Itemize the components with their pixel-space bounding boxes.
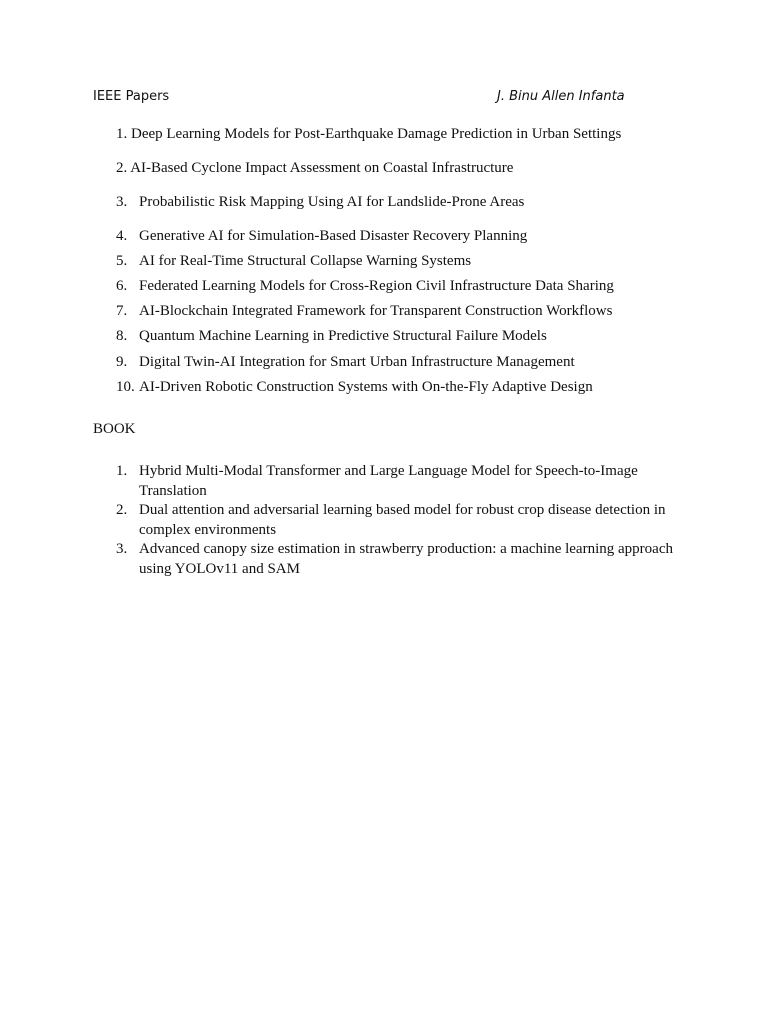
- item-title: Advanced canopy size estimation in strawberry production: a machine learning approach using YOLOv11 and SAM: [139, 541, 673, 577]
- header-author: J. Binu Allen Infanta: [497, 89, 625, 104]
- ieee-paper-2: [116, 158, 513, 178]
- item-title: Probabilistic Risk Mapping Using AI for Landslide-Prone Areas: [139, 194, 525, 210]
- item-title: AI for Real-Time Structural Collapse Warning Systems: [139, 253, 472, 269]
- item-title: Hybrid Multi-Modal Transformer and Large Language Model for Speech-to-Image Translation: [139, 463, 638, 499]
- item-number: 3.: [116, 194, 128, 210]
- item-title: Quantum Machine Learning in Predictive Structural Failure Models: [139, 328, 547, 344]
- item-number: 6.: [116, 278, 128, 294]
- item-number: 1.: [116, 463, 128, 479]
- item-number: 2.: [116, 160, 128, 176]
- item-number: 10.: [116, 379, 135, 395]
- ieee-paper-1: [116, 124, 621, 144]
- book-heading: BOOK: [93, 421, 136, 437]
- item-number: 4.: [116, 228, 128, 244]
- item-title: AI-Driven Robotic Construction Systems with On-the-Fly Adaptive Design: [139, 379, 593, 395]
- item-number: 2.: [116, 502, 128, 518]
- item-number: 7.: [116, 303, 128, 319]
- item-number: 5.: [116, 253, 128, 269]
- item-number: 8.: [116, 328, 128, 344]
- item-title: Generative AI for Simulation-Based Disaster Recovery Planning: [139, 228, 528, 244]
- item-number: 1.: [116, 126, 128, 142]
- item-number: 9.: [116, 354, 128, 370]
- item-title: Digital Twin-AI Integration for Smart Urban Infrastructure Management: [139, 354, 575, 370]
- item-title: AI-Blockchain Integrated Framework for Transparent Construction Workflows: [139, 303, 613, 319]
- item-title: Dual attention and adversarial learning based model for robust crop disease detection in complex environments: [139, 502, 666, 538]
- item-title: AI-Based Cyclone Impact Assessment on Coastal Infrastructure: [130, 160, 514, 176]
- header-left-title: IEEE Papers: [93, 89, 170, 104]
- item-title: Federated Learning Models for Cross-Region Civil Infrastructure Data Sharing: [139, 278, 614, 294]
- item-number: 3.: [116, 541, 128, 557]
- item-title: Deep Learning Models for Post-Earthquake Damage Prediction in Urban Settings: [131, 126, 622, 142]
